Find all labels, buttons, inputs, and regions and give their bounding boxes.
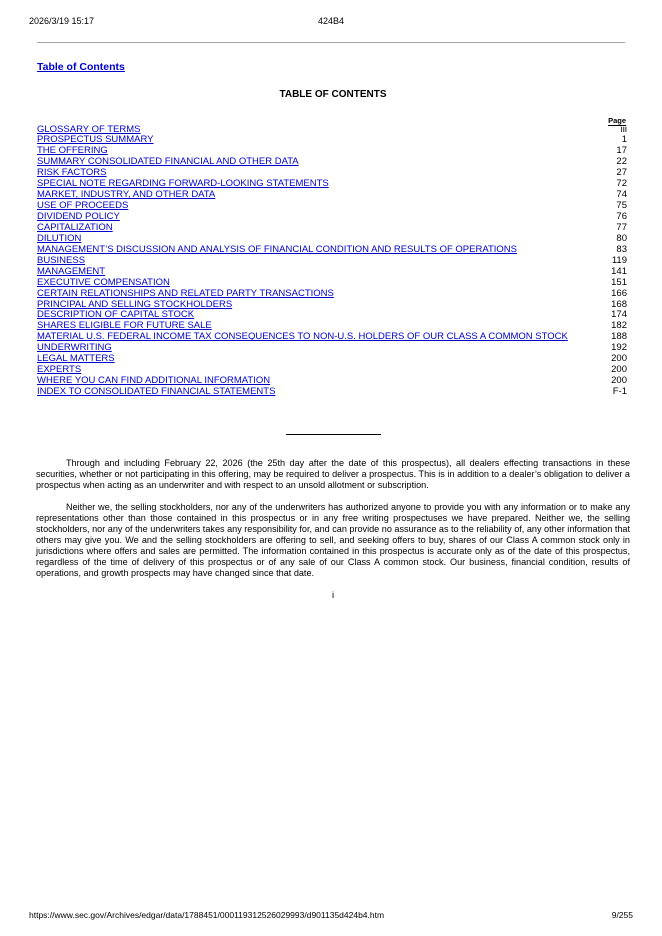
toc-entry bbox=[37, 212, 627, 223]
toc-entry-page: 83 bbox=[616, 243, 627, 255]
toc-entry-link[interactable]: MANAGEMENT’S DISCUSSION AND ANALYSIS OF FINANCIAL CONDITION AND RESULTS OF OPERATIONS bbox=[37, 243, 518, 255]
toc-entry-link[interactable]: GLOSSARY OF TERMS bbox=[37, 123, 141, 135]
toc-entry-page: 151 bbox=[611, 276, 627, 288]
toc-entry-link[interactable]: BUSINESS bbox=[37, 254, 86, 266]
toc-heading: TABLE OF CONTENTS bbox=[279, 89, 387, 100]
toc-entry bbox=[37, 387, 627, 398]
toc-entry-link[interactable]: CERTAIN RELATIONSHIPS AND RELATED PARTY TRANSACTIONS bbox=[37, 287, 334, 299]
toc-entry-page: 80 bbox=[616, 232, 627, 244]
toc-entry-link[interactable]: LEGAL MATTERS bbox=[37, 353, 115, 365]
toc-entry-page: 75 bbox=[616, 200, 627, 212]
toc-entry-page: 188 bbox=[611, 331, 627, 343]
toc-entry-link[interactable]: SUMMARY CONSOLIDATED FINANCIAL AND OTHER DATA bbox=[37, 156, 299, 168]
toc-list bbox=[37, 125, 627, 398]
footer-page-count: 9/255 bbox=[611, 910, 633, 920]
toc-entry bbox=[37, 289, 627, 300]
toc-entry-page: 168 bbox=[611, 298, 627, 310]
toc-entry-page: 22 bbox=[616, 156, 627, 168]
toc-entry-page: 141 bbox=[611, 265, 627, 277]
toc-entry bbox=[37, 245, 627, 256]
authorization-paragraph: Neither we, the selling stockholders, nor any of the underwriters has authorized anyone to provide you with any information or to make any representations other than those contained in this prospectus or in any free writing prospectuses we have prepared. Neither we, the selling stockholders, nor any of the underwriters takes any responsibility for, and can provide no assurance as to the reliability of, any other information that others may give you. We and the selling stockholders are offering to sell, and seeking offers to buy, shares of our Class A common stock only in jurisdictions where offers and sales are permitted. The information contained in this prospectus is accurate only as of the date of this prospectus, regardless of the time of delivery of this prospectus or of any sale of our Class A common stock. Our business, financial condition, results of operations, and growth prospects may have changed since that date. bbox=[36, 502, 630, 578]
toc-entry-link[interactable]: USE OF PROCEEDS bbox=[37, 200, 129, 212]
toc-entry-link[interactable]: PRINCIPAL AND SELLING STOCKHOLDERS bbox=[37, 298, 233, 310]
toc-entry-link[interactable]: CAPITALIZATION bbox=[37, 221, 113, 233]
toc-entry-page: 182 bbox=[611, 320, 627, 332]
toc-entry-page: 27 bbox=[616, 167, 627, 179]
toc-entry bbox=[37, 223, 627, 234]
toc-entry-page: 1 bbox=[621, 134, 627, 146]
toc-entry-link[interactable]: THE OFFERING bbox=[37, 145, 108, 157]
toc-entry-link[interactable]: WHERE YOU CAN FIND ADDITIONAL INFORMATION bbox=[37, 375, 271, 387]
toc-entry-link[interactable]: SHARES ELIGIBLE FOR FUTURE SALE bbox=[37, 320, 212, 332]
toc-entry-page: 119 bbox=[611, 254, 627, 266]
toc-entry bbox=[37, 201, 627, 212]
toc-entry-page: 77 bbox=[616, 221, 627, 233]
toc-entry-link[interactable]: SPECIAL NOTE REGARDING FORWARD-LOOKING STATEMENTS bbox=[37, 178, 329, 190]
toc-entry-page: 74 bbox=[616, 189, 627, 201]
toc-entry-page: 174 bbox=[611, 309, 627, 321]
section-divider bbox=[286, 434, 381, 435]
toc-entry bbox=[37, 267, 627, 278]
toc-entry bbox=[37, 135, 627, 146]
toc-entry bbox=[37, 332, 627, 343]
toc-entry-link[interactable]: MARKET, INDUSTRY, AND OTHER DATA bbox=[37, 189, 216, 201]
toc-entry-page: 72 bbox=[616, 178, 627, 190]
toc-entry bbox=[37, 278, 627, 289]
toc-entry-link[interactable]: EXPERTS bbox=[37, 364, 82, 376]
toc-entry bbox=[37, 256, 627, 267]
footer-url: https://www.sec.gov/Archives/edgar/data/1788451/000119312526029993/d901135d424b4.htm bbox=[29, 910, 385, 920]
dealer-prospectus-paragraph: Through and including February 22, 2026 (the 25th day after the date of this prospectus), all dealers effecting transactions in these securities, whether or not participating in this offering, may be required to deliver a prospectus. This is in addition to a dealer’s obligation to deliver a prospectus when acting as an underwriter and with respect to an unsold allotment or subscription. bbox=[36, 458, 630, 490]
toc-entry-page: 200 bbox=[611, 364, 627, 376]
toc-entry-link[interactable]: DIVIDEND POLICY bbox=[37, 211, 120, 222]
toc-entry-link[interactable]: DESCRIPTION OF CAPITAL STOCK bbox=[37, 309, 195, 321]
toc-entry-page: F-1 bbox=[612, 386, 627, 397]
header-divider bbox=[37, 42, 625, 43]
page-column-label: Page bbox=[608, 116, 626, 125]
toc-entry-page: 200 bbox=[611, 353, 627, 365]
toc-entry-page: 200 bbox=[611, 375, 627, 387]
header-datetime: 2026/3/19 15:17 bbox=[29, 16, 95, 26]
toc-entry-page: 166 bbox=[611, 287, 627, 299]
toc-entry bbox=[37, 354, 627, 365]
toc-entry bbox=[37, 343, 627, 354]
header-form-type: 424B4 bbox=[317, 16, 345, 26]
toc-entry-link[interactable]: RISK FACTORS bbox=[37, 167, 107, 179]
page-number: i bbox=[331, 590, 335, 601]
toc-entry-page: 76 bbox=[616, 211, 627, 222]
toc-entry-link[interactable]: PROSPECTUS SUMMARY bbox=[37, 134, 154, 146]
toc-entry-link[interactable]: EXECUTIVE COMPENSATION bbox=[37, 276, 170, 288]
toc-entry-page: 17 bbox=[616, 145, 627, 157]
toc-entry-page: 192 bbox=[611, 342, 627, 354]
toc-entry-link[interactable]: INDEX TO CONSOLIDATED FINANCIAL STATEMENTS bbox=[37, 386, 276, 397]
toc-entry-link[interactable]: MANAGEMENT bbox=[37, 265, 106, 277]
toc-entry-link[interactable]: DILUTION bbox=[37, 232, 82, 244]
toc-entry-page: iii bbox=[620, 123, 627, 135]
toc-entry bbox=[37, 157, 627, 168]
toc-entry-link[interactable]: UNDERWRITING bbox=[37, 342, 112, 354]
table-of-contents-link[interactable]: Table of Contents bbox=[37, 61, 125, 73]
toc-entry-link[interactable]: MATERIAL U.S. FEDERAL INCOME TAX CONSEQUENCES TO NON-U.S. HOLDERS OF OUR CLASS A COMMON STOCK bbox=[37, 331, 568, 343]
